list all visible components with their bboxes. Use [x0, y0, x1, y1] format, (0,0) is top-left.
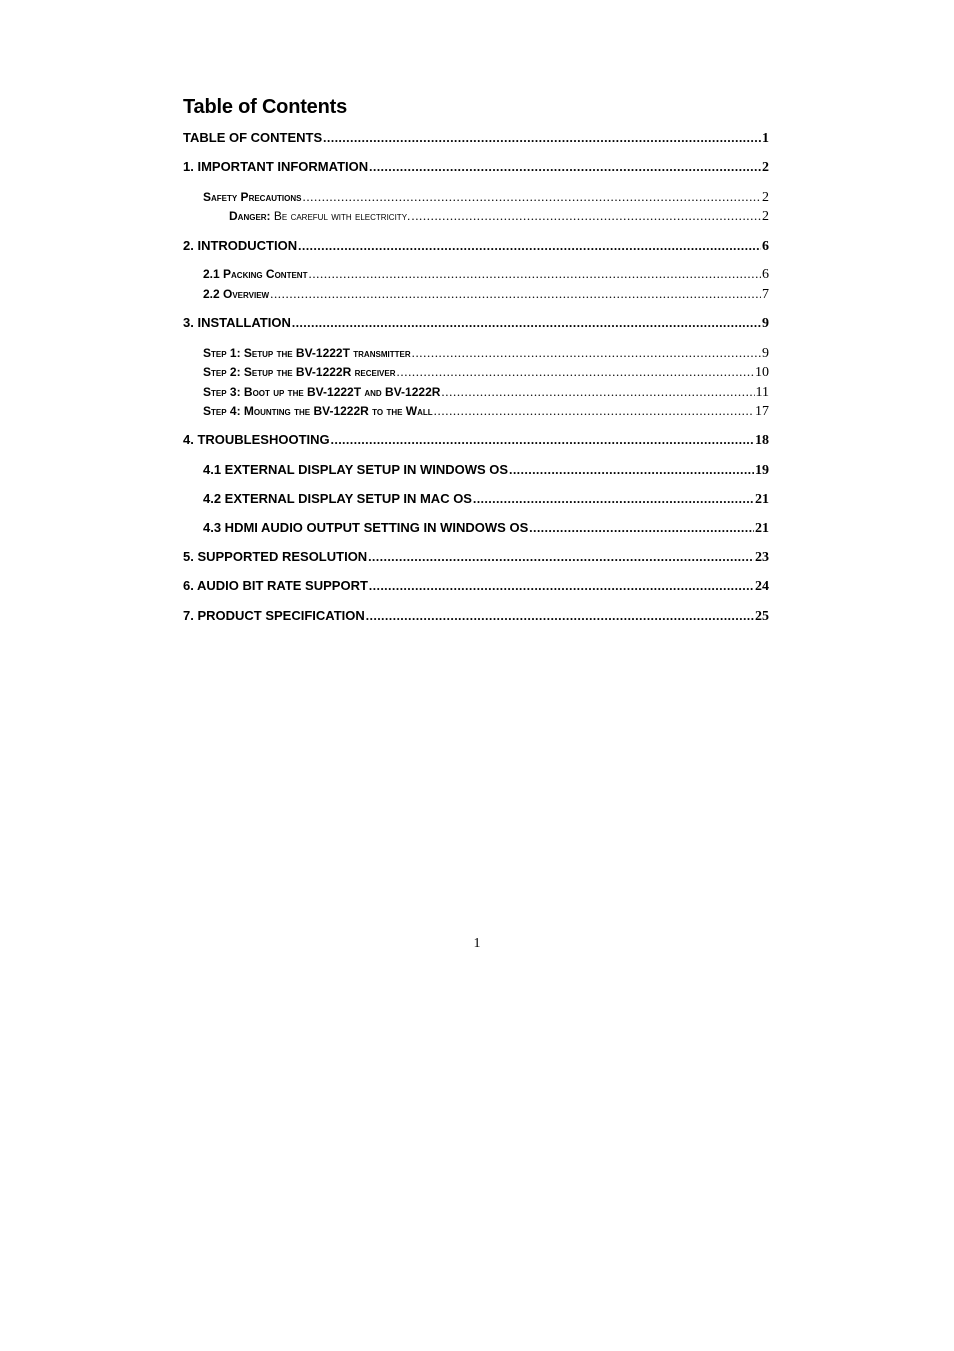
toc-entry-display-setup-windows[interactable]: [203, 462, 769, 480]
leader-dots: [366, 608, 754, 624]
toc-entry-overview[interactable]: [203, 286, 769, 303]
toc-entry-label: 4.1 EXTERNAL DISPLAY SETUP IN WINDOWS OS: [203, 462, 509, 477]
toc-entry-label: 2.1 Packing Content: [203, 267, 308, 281]
toc-entry-label: Step 3: Boot up the BV-1222T and BV-1222R: [203, 385, 441, 399]
leader-dots: [369, 159, 761, 175]
leader-dots: [270, 286, 761, 302]
leader-dots: [292, 315, 761, 331]
toc-entry-page: 10: [755, 365, 769, 380]
toc-entry-label: 7. PRODUCT SPECIFICATION: [183, 608, 365, 623]
toc-entry-audio-bit-rate[interactable]: [183, 578, 769, 596]
toc-entry-page: 9: [762, 346, 769, 361]
toc-entry-label: 4. TROUBLESHOOTING: [183, 432, 330, 447]
toc-entry-label-rest: Be careful with electricity.: [270, 209, 411, 223]
toc-entry-label: 4.3 HDMI AUDIO OUTPUT SETTING IN WINDOWS OS: [203, 520, 529, 535]
toc-entry-label: 6. AUDIO BIT RATE SUPPORT: [183, 578, 368, 593]
leader-dots: [411, 208, 761, 224]
toc-entry-label: TABLE OF CONTENTS: [183, 130, 323, 145]
leader-dots: [397, 364, 754, 380]
toc-entry-page: 21: [755, 521, 769, 536]
toc-entry-display-setup-mac[interactable]: [203, 491, 769, 509]
toc-entry-page: 2: [762, 190, 769, 205]
toc-entry-step-4[interactable]: [203, 403, 769, 420]
toc-entry-page: 11: [755, 385, 769, 400]
leader-dots: [529, 520, 754, 536]
toc-heading: Table of Contents: [183, 96, 348, 118]
leader-dots: [434, 403, 754, 419]
toc-entry-page: 6: [762, 239, 769, 254]
leader-dots: [302, 189, 761, 205]
toc-entry-packing-content[interactable]: [203, 266, 769, 283]
leader-dots: [323, 130, 761, 146]
toc-entry-step-1[interactable]: [203, 345, 769, 362]
toc-entry-page: 1: [762, 131, 769, 146]
toc-entry-page: 2: [762, 209, 769, 224]
toc-entry-label: Step 1: Setup the BV-1222T transmitter: [203, 346, 411, 360]
leader-dots: [298, 238, 761, 254]
toc-entry-step-3[interactable]: [203, 384, 769, 401]
toc-entry-label: 4.2 EXTERNAL DISPLAY SETUP IN MAC OS: [203, 491, 472, 506]
leader-dots: [441, 384, 754, 400]
toc-entry-page: 17: [755, 404, 769, 419]
toc-entry-label: 3. INSTALLATION: [183, 315, 291, 330]
toc-entry-hdmi-audio-output[interactable]: [203, 520, 769, 538]
toc-entry-introduction[interactable]: [183, 238, 769, 256]
toc-entry-troubleshooting[interactable]: [183, 432, 769, 450]
toc-entry-label: Step 2: Setup the BV-1222R receiver: [203, 365, 396, 379]
toc-entry-page: 2: [762, 160, 769, 175]
toc-entry-product-specification[interactable]: [183, 608, 769, 626]
toc-entry-installation[interactable]: [183, 315, 769, 333]
toc-entry-page: 7: [762, 287, 769, 302]
toc-entry-label: 2.2 Overview: [203, 287, 270, 301]
leader-dots: [308, 266, 761, 282]
leader-dots: [368, 549, 754, 565]
toc-entry-page: 19: [755, 463, 769, 478]
leader-dots: [369, 578, 754, 594]
toc-entry-label: Safety Precautions: [203, 190, 302, 204]
toc-entry-label: 2. INTRODUCTION: [183, 238, 298, 253]
toc-entry-table-of-contents[interactable]: [183, 130, 769, 148]
toc-entry-safety-precautions[interactable]: [203, 189, 769, 206]
toc-entry-page: 25: [755, 609, 769, 624]
leader-dots: [473, 491, 754, 507]
page-number: 1: [473, 936, 481, 951]
toc-entry-label: Step 4: Mounting the BV-1222R to the Wall: [203, 404, 433, 418]
leader-dots: [412, 345, 761, 361]
toc-entry-page: 18: [755, 433, 769, 448]
leader-dots: [331, 432, 754, 448]
toc-entry-page: 21: [755, 492, 769, 507]
toc-entry-label: [229, 209, 410, 223]
toc-entry-supported-resolution[interactable]: [183, 549, 769, 567]
toc-entry-label-bold: Danger:: [229, 209, 271, 223]
leader-dots: [509, 462, 754, 478]
toc-entry-page: 6: [762, 267, 769, 282]
toc-entry-danger[interactable]: [229, 208, 769, 225]
toc-entry-page: 23: [755, 550, 769, 565]
toc-entry-important-information[interactable]: [183, 159, 769, 177]
toc-entry-label: 5. SUPPORTED RESOLUTION: [183, 549, 368, 564]
toc-entry-label: 1. IMPORTANT INFORMATION: [183, 159, 369, 174]
toc-entry-page: 9: [762, 316, 769, 331]
toc-entry-page: 24: [755, 579, 769, 594]
toc-entry-step-2[interactable]: [203, 364, 769, 381]
